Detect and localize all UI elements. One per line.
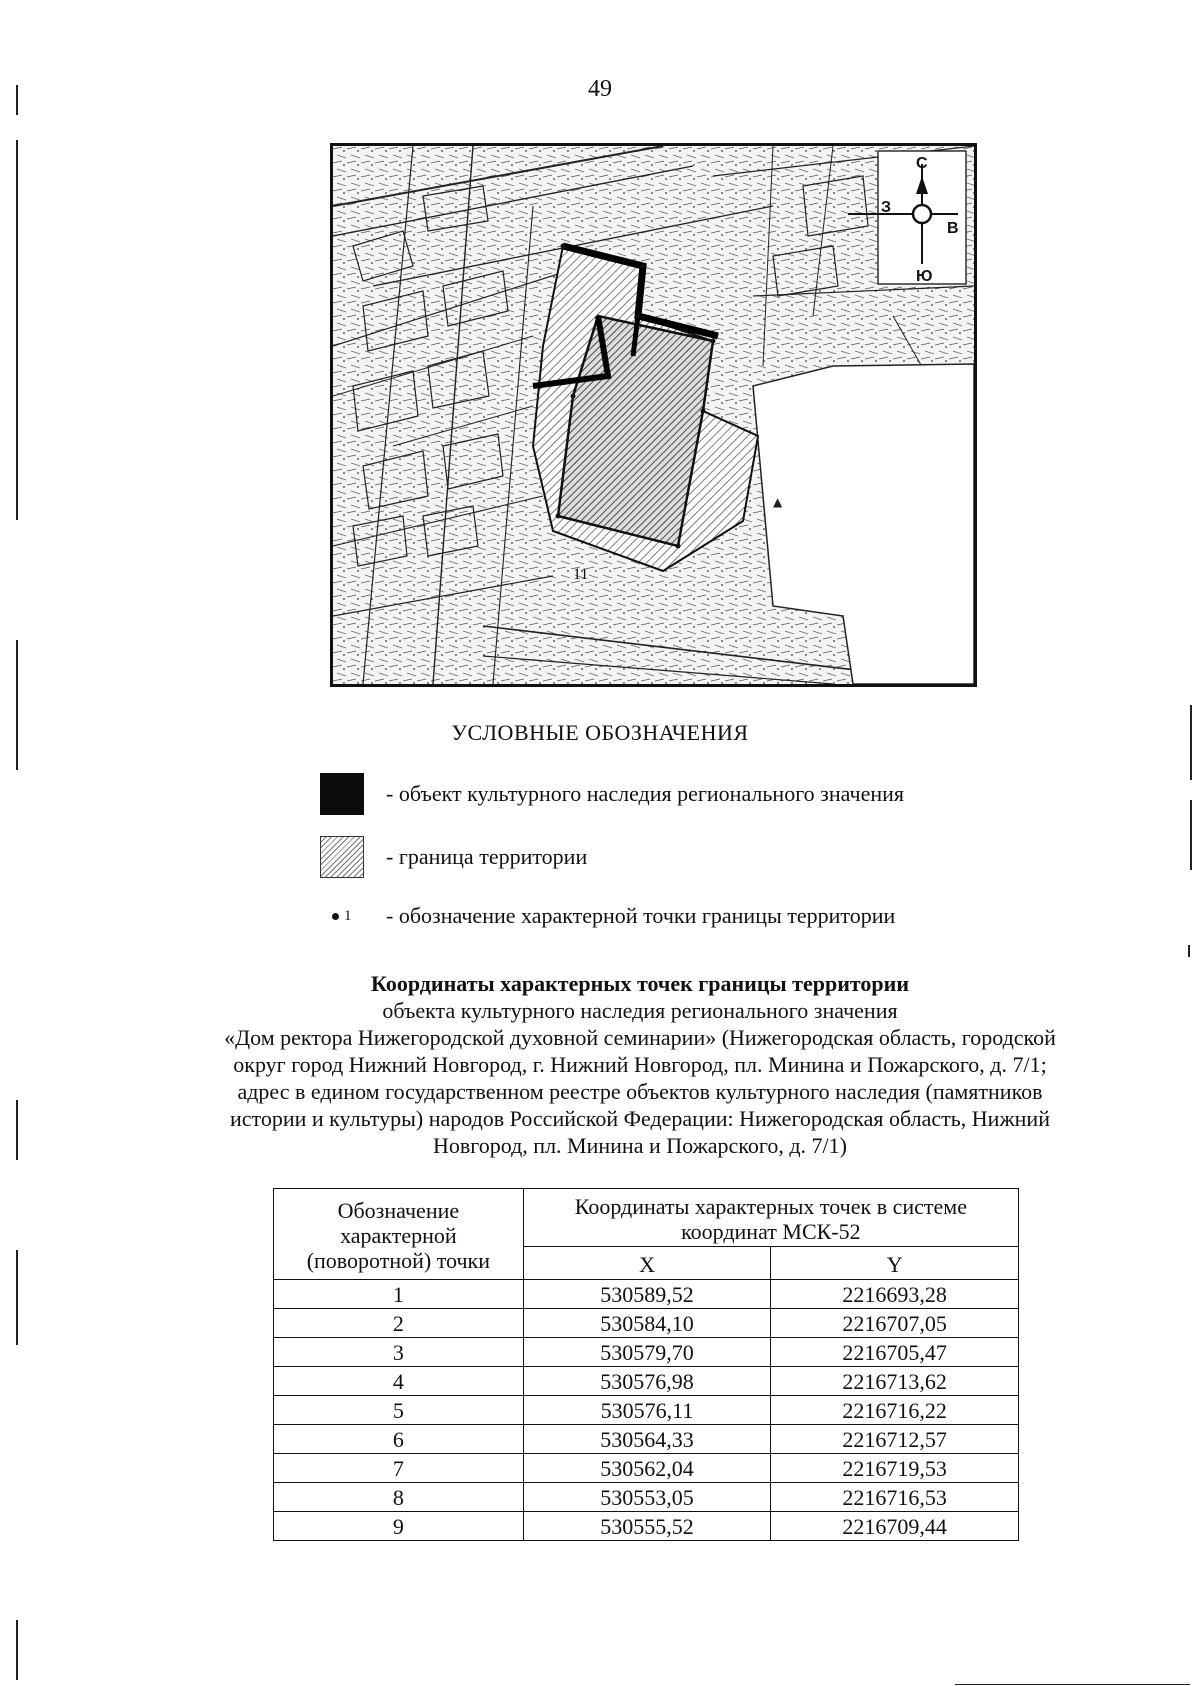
- cell-y: 2216713,62: [771, 1367, 1019, 1396]
- hatched-square-icon: [320, 836, 364, 878]
- table-row: [274, 1309, 1019, 1338]
- cell-point: 9: [274, 1512, 524, 1541]
- table-row: [274, 1367, 1019, 1396]
- cadastral-map: [330, 143, 977, 687]
- column-header-point: Обозначение характерной (поворотной) точки: [274, 1189, 524, 1280]
- heading-line: Новгород, пл. Минина и Пожарского, д. 7/1): [432, 1133, 847, 1158]
- cell-y: 2216709,44: [771, 1512, 1019, 1541]
- cell-y: 2216719,53: [771, 1454, 1019, 1483]
- compass-north-label: С: [916, 155, 928, 172]
- scan-artifact-line: [16, 140, 18, 520]
- cell-y: 2216705,47: [771, 1338, 1019, 1367]
- table-row: [274, 1425, 1019, 1454]
- legend-item-text: - обозначение характерной точки границы территории: [386, 903, 896, 928]
- cell-y: 2216707,05: [771, 1309, 1019, 1338]
- cell-x: 530576,11: [523, 1396, 771, 1425]
- map-drawing: [333, 146, 974, 684]
- scan-artifact-line: [955, 1684, 1190, 1685]
- heading-line: истории и культуры) народов Российской Федерации: Нижегородская область, Нижний: [230, 1106, 1050, 1131]
- table-row: [274, 1512, 1019, 1541]
- cell-point: 3: [274, 1338, 524, 1367]
- cell-x: 530555,52: [523, 1512, 771, 1541]
- legend-title: УСЛОВНЫЕ ОБОЗНАЧЕНИЯ: [451, 720, 749, 745]
- cell-point: 2: [274, 1309, 524, 1338]
- table-row: [274, 1338, 1019, 1367]
- coordinates-heading: [170, 970, 1110, 1159]
- heading-line: объекта культурного наследия регионального значения: [382, 998, 898, 1023]
- scan-artifact-line: [1188, 945, 1190, 957]
- point-marker-icon: [320, 908, 364, 925]
- legend-item-text: - объект культурного наследия регионального значения: [386, 781, 905, 806]
- coordinates-table: [273, 1188, 1019, 1541]
- cell-point: 4: [274, 1367, 524, 1396]
- legend-item-heritage-object: [320, 773, 904, 815]
- legend-item-territory-boundary: [320, 836, 587, 878]
- heading-line: «Дом ректора Нижегородской духовной семинарии» (Нижегородская область, городской: [224, 1025, 1056, 1050]
- cell-point: 7: [274, 1454, 524, 1483]
- column-header-y: Y: [771, 1247, 1019, 1280]
- svg-text:▲: ▲: [773, 495, 783, 509]
- compass-east-label: В: [947, 220, 959, 237]
- heading-line: адрес в едином государственном реестре объектов культурного наследия (памятников: [237, 1079, 1043, 1104]
- heading-line: округ город Нижний Новгород, г. Нижний Новгород, пл. Минина и Пожарского, д. 7/1;: [233, 1052, 1047, 1077]
- cell-point: 6: [274, 1425, 524, 1454]
- column-header-coordinates: Координаты характерных точек в системе координат МСК-52: [523, 1189, 1018, 1247]
- cell-x: 530589,52: [523, 1280, 771, 1309]
- legend-item-text: - граница территории: [386, 844, 588, 869]
- table-row: [274, 1483, 1019, 1512]
- scan-artifact-line: [1190, 800, 1192, 870]
- legend-item-boundary-point: [320, 903, 895, 929]
- cell-x: 530564,33: [523, 1425, 771, 1454]
- scan-artifact-line: [16, 1250, 18, 1345]
- cell-y: 2216693,28: [771, 1280, 1019, 1309]
- heading-title: Координаты характерных точек границы территории: [370, 971, 910, 996]
- table-row: [274, 1454, 1019, 1483]
- table-row: [274, 1280, 1019, 1309]
- page-number: 49: [588, 76, 612, 102]
- compass-south-label: Ю: [916, 268, 933, 285]
- cell-point: 5: [274, 1396, 524, 1425]
- cell-x: 530562,04: [523, 1454, 771, 1483]
- scan-artifact-line: [1190, 705, 1192, 780]
- scan-artifact-line: [16, 1100, 18, 1160]
- cell-x: 530584,10: [523, 1309, 771, 1338]
- column-header-x: X: [523, 1247, 771, 1280]
- solid-square-icon: [320, 773, 364, 815]
- cell-x: 530576,98: [523, 1367, 771, 1396]
- cell-point: 1: [274, 1280, 524, 1309]
- scan-artifact-line: [16, 85, 18, 115]
- cell-y: 2216716,22: [771, 1396, 1019, 1425]
- boundary-point-label: 11: [573, 566, 589, 583]
- scan-artifact-line: [16, 640, 18, 770]
- table-row: [274, 1396, 1019, 1425]
- cell-x: 530553,05: [523, 1483, 771, 1512]
- cell-y: 2216712,57: [771, 1425, 1019, 1454]
- cell-y: 2216716,53: [771, 1483, 1019, 1512]
- scan-artifact-line: [16, 1620, 18, 1680]
- cell-point: 8: [274, 1483, 524, 1512]
- point-marker-number: 1: [344, 907, 352, 924]
- compass-west-label: З: [881, 199, 892, 216]
- cell-x: 530579,70: [523, 1338, 771, 1367]
